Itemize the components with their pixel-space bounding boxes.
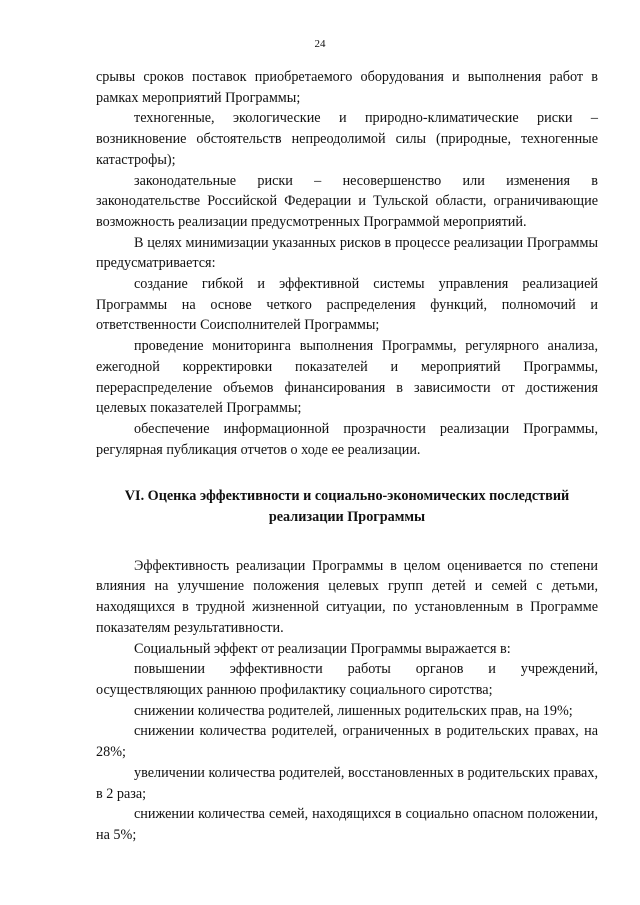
paragraph: снижении количества семей, находящихся в социально опасном положении, на 5%; (96, 806, 598, 843)
paragraph: обеспечение информационной прозрачности реализации Программы, регулярная публикация отчетов о ходе ее реализации. (96, 420, 598, 458)
paragraph: В целях минимизации указанных рисков в процессе реализации Программы предусматривается: (96, 234, 598, 272)
paragraph: повышении эффективности работы органов и учреждений, осуществляющих раннюю профилактику социального сиротства; (96, 661, 598, 698)
paragraph: срывы сроков поставок приобретаемого оборудования и выполнения работ в рамках мероприятий Программы; (96, 69, 598, 106)
section-heading: VI. Оценка эффективности и социально-экономических последствий реализации Программы (124, 488, 570, 526)
paragraph: Социальный эффект от реализации Программы выражается в: (134, 640, 511, 657)
paragraph: увеличении количества родителей, восстановленных в родительских правах, в 2 раза; (96, 764, 598, 802)
paragraph: техногенные, экологические и природно-климатические риски – возникновение обстоятельств непреодолимой силы (природные, техногенные катастрофы); (96, 110, 598, 168)
document-body (96, 67, 598, 846)
paragraph: Эффективность реализации Программы в целом оценивается по степени влияния на улучшение положения целевых групп детей и семей с детьми, находящихся в трудной жизненной ситуации, по установленным в Программе показателям результативности. (96, 557, 598, 636)
paragraph: снижении количества родителей, лишенных родительских прав, на 19%; (134, 702, 573, 719)
paragraph: снижении количества родителей, ограниченных в родительских правах, на 28%; (96, 723, 598, 761)
paragraph: создание гибкой и эффективной системы управления реализацией Программы на основе четкого распределения функций, полномочий и ответственности Соисполнителей Программы; (96, 276, 598, 334)
paragraph: проведение мониторинга выполнения Программы, регулярного анализа, ежегодной корректировки показателей и мероприятий Программы, перераспределение объемов финансирования в зависимости от достижения целевых показателей Программы; (96, 338, 598, 417)
paragraph: законодательные риски – несовершенство или изменения в законодательстве Российской Федерации и Тульской области, ограничивающие возможность реализации предусмотренных Программой мероприятий. (96, 172, 598, 230)
page-number: 24 (314, 38, 326, 50)
